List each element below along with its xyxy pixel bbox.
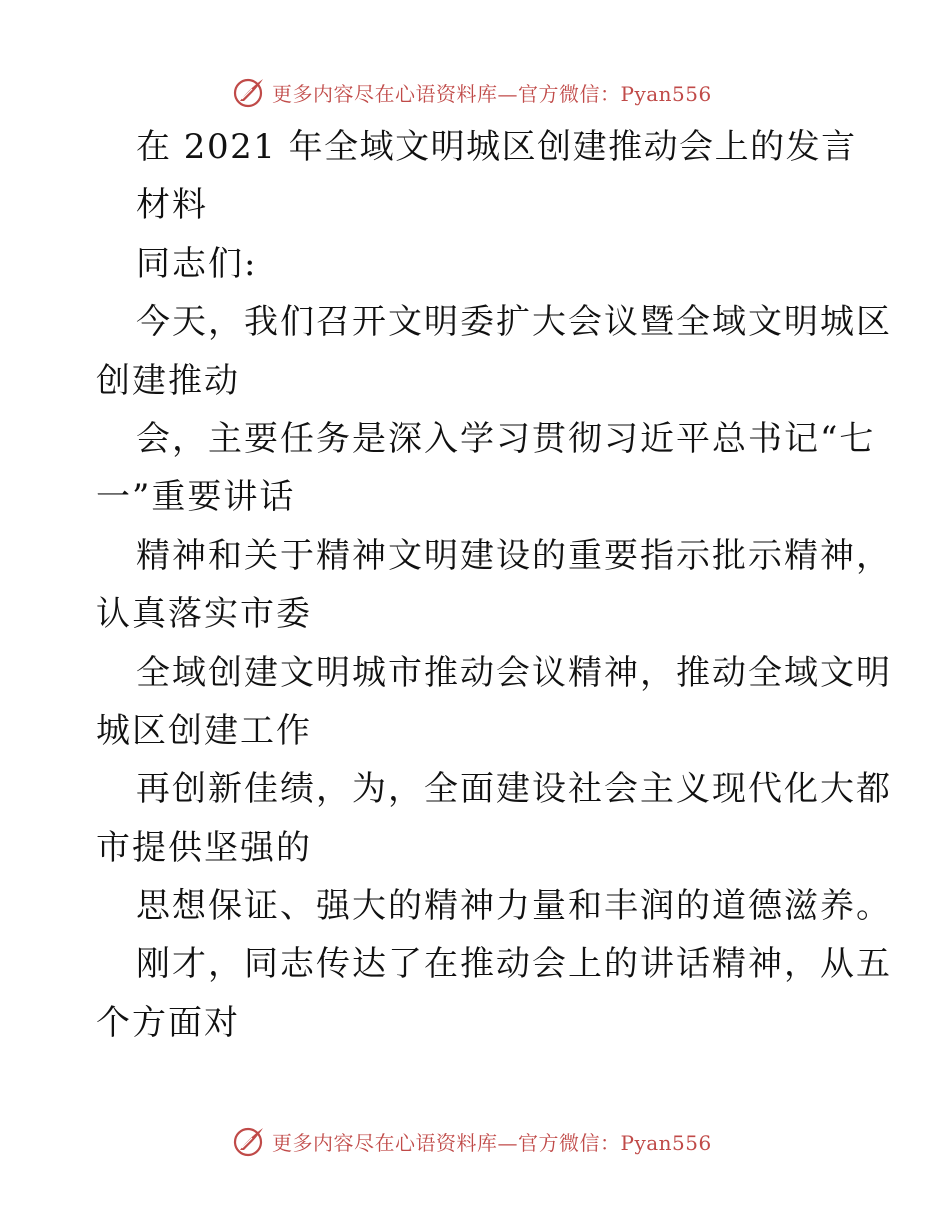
text-line: 思想保证、强大的精神力量和丰润的道德滋养。 — [136, 886, 892, 927]
text-line: 今天，我们召开文明委扩大会议暨全域文明城区 — [136, 302, 892, 343]
document-title: 在 2021 年全域文明城区创建推动会上的发言 — [136, 127, 857, 167]
text-line: 会，主要任务是深入学习贯彻习近平总书记“七 — [136, 418, 876, 459]
watermark-text: 更多内容尽在心语资料库—官方微信：Pyan556 — [272, 81, 712, 106]
text-line: 一”重要讲话 — [96, 477, 296, 518]
text-line: 刚才，同志传达了在推动会上的讲话精神，从五 — [136, 944, 892, 985]
text-line: 个方面对 — [96, 1002, 240, 1043]
quill-logo-icon — [232, 75, 266, 109]
footer-watermark — [232, 1121, 752, 1161]
text-line: 精神和关于精神文明建设的重要指示批示精神， — [136, 535, 892, 576]
header-watermark — [232, 72, 752, 112]
document-body — [96, 118, 892, 1052]
text-line: 同志们: — [136, 243, 258, 284]
quill-logo-icon — [232, 1124, 266, 1158]
text-line: 市提供坚强的 — [96, 827, 312, 868]
watermark-text: 更多内容尽在心语资料库—官方微信：Pyan556 — [272, 1130, 712, 1155]
text-line: 全域创建文明城市推动会议精神，推动全域文明 — [136, 652, 892, 693]
text-line: 认真落实市委 — [96, 594, 312, 635]
text-line: 创建推动 — [96, 360, 240, 401]
text-line: 再创新佳绩，为，全面建设社会主义现代化大都 — [136, 769, 892, 810]
text-line: 材料 — [136, 185, 208, 226]
text-line: 城区创建工作 — [96, 710, 312, 751]
